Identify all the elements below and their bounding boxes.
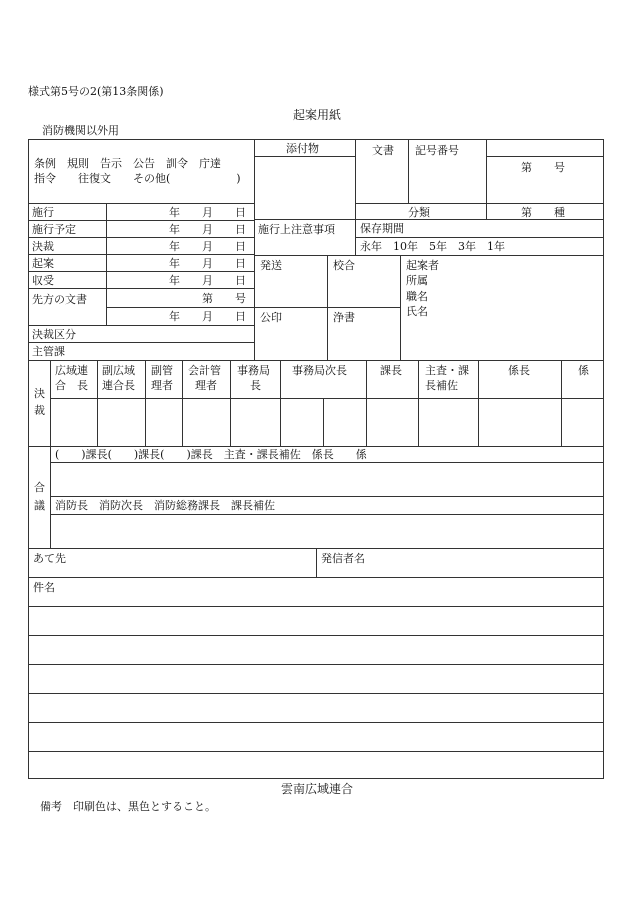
footer-remark: 備考 印刷色は、黒色とすること。: [40, 800, 216, 813]
approval-header: 副広域: [102, 364, 135, 377]
approval-header: 会計管: [188, 364, 221, 377]
consult-row2: 消防長 消防次長 消防総務課長 課長補佐: [55, 499, 275, 512]
subject-label: 件名: [33, 581, 55, 594]
approval-label-top: 決: [34, 387, 45, 400]
classification-suffix: 第 種: [521, 206, 565, 219]
approval-header: 広域連: [55, 364, 88, 377]
position-label: 職名: [406, 290, 428, 303]
attachments-label: 添付物: [286, 142, 319, 155]
approval-header: 事務局次長: [292, 364, 347, 377]
doc-types-line2: 指令 往復文 その他( ): [34, 172, 241, 185]
approval-header: 長: [250, 379, 261, 392]
row-date: 年 月 日: [169, 206, 246, 219]
row-date: 年 月 日: [169, 257, 246, 270]
row-date: 年 月 日: [169, 240, 246, 253]
record-number-label: 記号番号: [415, 144, 459, 157]
row-label: 主管課: [32, 345, 65, 358]
approval-header: 事務局: [237, 364, 270, 377]
retention-options: 永年 10年 5年 3年 1年: [360, 240, 505, 253]
addressee-label: あて先: [33, 552, 66, 565]
row-date: 年 月 日: [169, 310, 246, 323]
approval-header: 理者: [151, 379, 173, 392]
consult-label-top: 合: [34, 481, 45, 494]
approval-header: 合 長: [55, 379, 88, 392]
row-date: 年 月 日: [169, 274, 246, 287]
classification-label: 分類: [408, 206, 430, 219]
row-label: 決裁: [32, 240, 54, 253]
row-label: 先方の文書: [32, 293, 87, 306]
approval-header: 係長: [508, 364, 530, 377]
row-date: 第 号: [202, 292, 246, 305]
row-label: 決裁区分: [32, 328, 76, 341]
row-date: 年 月 日: [169, 223, 246, 236]
form-title: 起案用紙: [293, 108, 342, 122]
seal-label: 公印: [260, 311, 282, 324]
approval-header: 理者: [195, 379, 217, 392]
approval-label-bottom: 裁: [34, 404, 45, 417]
approval-header: 係: [578, 364, 589, 377]
sender-label: 発信者名: [321, 552, 365, 565]
dispatch-label: 発送: [260, 259, 282, 272]
row-label: 施行予定: [32, 223, 76, 236]
notes-label: 施行上注意事項: [258, 223, 335, 236]
approval-header: 課長: [380, 364, 402, 377]
clean-copy-label: 浄書: [333, 311, 355, 324]
approval-header: 副管: [151, 364, 173, 377]
consult-label-bottom: 議: [34, 499, 45, 512]
drafter-label: 起案者: [406, 259, 439, 272]
retention-label: 保存期間: [360, 222, 404, 235]
row-label: 施行: [32, 206, 54, 219]
affiliation-label: 所属: [406, 274, 428, 287]
document-label: 文書: [372, 144, 394, 157]
record-number-suffix: 第 号: [521, 161, 565, 174]
approval-header: 連合長: [102, 379, 135, 392]
approval-header: 長補佐: [425, 379, 458, 392]
proofread-label: 校合: [333, 259, 355, 272]
doc-types-line1: 条例 規則 告示 公告 訓令 庁達: [34, 157, 221, 170]
form-subtitle: 消防機関以外用: [42, 124, 119, 137]
name-label: 氏名: [406, 305, 428, 318]
form-number: 様式第5号の2(第13条関係): [28, 85, 164, 98]
row-label: 起案: [32, 257, 54, 270]
footer-org: 雲南広域連合: [281, 782, 354, 796]
approval-header: 主査・課: [425, 364, 469, 377]
consult-row1: ( )課長( )課長( )課長 主査・課長補佐 係長 係: [55, 448, 367, 461]
row-label: 収受: [32, 274, 54, 287]
